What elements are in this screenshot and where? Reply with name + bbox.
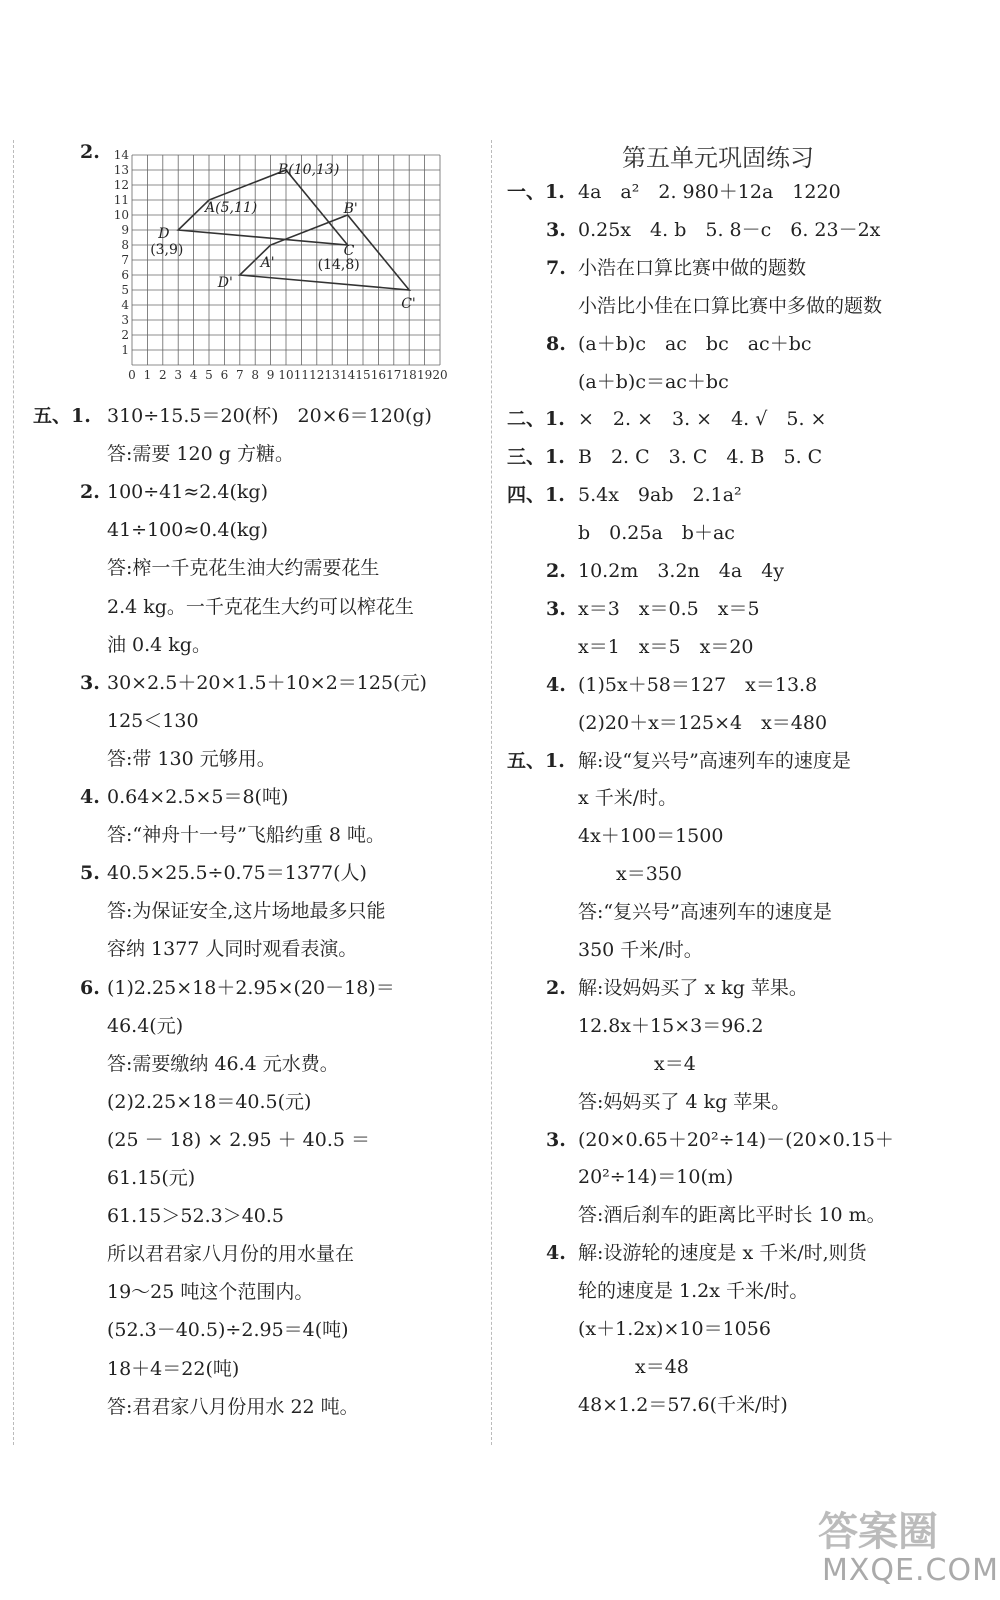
y-tick-label: 12 <box>113 178 129 192</box>
point-label-d-prime: D' <box>217 275 233 291</box>
figure-abcd <box>178 170 347 245</box>
right-item-number: 7. <box>546 256 566 279</box>
x-tick-label: 15 <box>355 368 371 382</box>
y-tick-label: 2 <box>121 328 129 342</box>
left-answer-line: 46.4(元) <box>107 1014 184 1037</box>
point-label-a: A(5,11) <box>205 200 258 216</box>
right-item-number: 3. <box>546 218 566 241</box>
left-answer-line: 100÷41≈2.4(kg) <box>107 481 268 504</box>
right-answer-line: x＝350 <box>578 863 682 886</box>
watermark-logo: 答案圈 <box>818 1509 938 1555</box>
right-item-number: 4. <box>546 1242 566 1265</box>
left-answer-line: (25 － 18) × 2.95 ＋ 40.5 ＝ <box>107 1128 370 1151</box>
y-tick-label: 1 <box>121 343 129 357</box>
right-item-number: 2. <box>546 976 566 999</box>
left-answer-line: 答:需要 120 g 方糖。 <box>107 443 294 466</box>
left-answer-line: 125＜130 <box>107 709 199 732</box>
x-tick-label: 18 <box>401 368 417 382</box>
left-item-number: 2. <box>80 481 100 504</box>
left-answer-line: 答:需要缴纳 46.4 元水费。 <box>107 1052 339 1075</box>
right-answer-line: (2)20＋x＝125×4 x＝480 <box>578 711 828 734</box>
right-answer-line: b 0.25a b＋ac <box>578 522 735 545</box>
right-answer-line: 小浩在口算比赛中做的题数 <box>578 256 807 279</box>
right-answer-line: 答:酒后刹车的距离比平时长 10 m。 <box>578 1204 886 1227</box>
right-answer-line: 答:妈妈买了 4 kg 苹果。 <box>578 1090 791 1113</box>
left-answer-line: 40.5×25.5÷0.75＝1377(人) <box>107 862 367 885</box>
left-answer-line: 答:为保证安全,这片场地最多只能 <box>107 900 386 923</box>
left-answer-line: (2)2.25×18＝40.5(元) <box>107 1090 312 1113</box>
figure-abcd-prime <box>240 215 409 290</box>
right-item-number: 三、1. <box>507 446 565 469</box>
right-answer-line: 12.8x＋15×3＝96.2 <box>578 1014 764 1037</box>
x-tick-label: 5 <box>205 368 213 382</box>
left-item-number: 4. <box>80 786 100 808</box>
left-answer-line: 41÷100≈0.4(kg) <box>107 519 268 542</box>
left-item-number: 5. <box>80 862 100 885</box>
y-tick-label: 7 <box>121 253 129 267</box>
left-answer-line: 310÷15.5＝20(杯) 20×6＝120(g) <box>107 405 432 427</box>
x-tick-label: 6 <box>220 368 229 382</box>
x-tick-label: 17 <box>386 368 402 382</box>
point-label-c: C <box>343 243 355 259</box>
x-tick-label: 19 <box>416 368 433 382</box>
right-answer-line: 小浩比小佳在口算比赛中多做的题数 <box>578 294 883 317</box>
left-answer-line: 油 0.4 kg。 <box>107 633 211 656</box>
right-answer-line: (20×0.65＋20²÷14)－(20×0.15＋ <box>578 1128 894 1151</box>
right-answer-line: 解:设游轮的速度是 x 千米/时,则货 <box>578 1242 867 1265</box>
right-answer-line: × 2. × 3. × 4. √ 5. × <box>578 408 827 431</box>
page-title: 第五单元巩固练习 <box>622 144 814 172</box>
left-answer-line: 答:“神舟十一号”飞船约重 8 吨。 <box>107 824 385 847</box>
right-item-number: 3. <box>546 1128 566 1151</box>
right-item-number: 2. <box>546 560 566 582</box>
right-answer-line: x＝3 x＝0.5 x＝5 <box>578 597 760 620</box>
column-divider <box>491 140 492 1445</box>
right-answer-line: 48×1.2＝57.6(千米/时) <box>578 1393 788 1416</box>
left-answer-line: 答:榨一千克花生油大约需要花生 <box>107 557 380 580</box>
right-answer-line: 4a a² 2. 980＋12a 1220 <box>578 181 841 203</box>
left-answer-line: 61.15(元) <box>107 1167 196 1189</box>
x-tick-label: 2 <box>158 368 167 382</box>
x-tick-label: 20 <box>432 368 448 382</box>
right-item-number: 4. <box>546 673 566 696</box>
left-answer-line: 答:带 130 元够用。 <box>107 747 276 770</box>
y-tick-label: 3 <box>121 313 129 327</box>
point-label-c-coord: (14,8) <box>317 257 360 273</box>
x-tick-label: 11 <box>293 368 310 382</box>
left-answer-line: 61.15＞52.3＞40.5 <box>107 1205 285 1228</box>
right-answer-line: 轮的速度是 1.2x 千米/时。 <box>578 1280 809 1303</box>
right-answer-line: (x＋1.2x)×10＝1056 <box>578 1318 771 1340</box>
right-answer-line: x＝1 x＝5 x＝20 <box>578 635 754 658</box>
right-item-number: 四、1. <box>507 484 565 507</box>
left-answer-line: 19～25 吨这个范围内。 <box>107 1281 314 1304</box>
x-tick-label: 10 <box>278 368 294 382</box>
left-answer-line: 2.4 kg。一千克花生大约可以榨花生 <box>107 595 414 618</box>
y-tick-label: 10 <box>113 208 129 222</box>
right-answer-line: 5.4x 9ab 2.1a² <box>578 484 742 507</box>
left-answer-line: 18＋4＝22(吨) <box>107 1357 240 1380</box>
x-tick-label: 7 <box>235 368 244 382</box>
right-answer-line: 4x＋100＝1500 <box>578 825 724 848</box>
right-item-number: 二、1. <box>507 408 565 431</box>
left-answer-line: 0.64×2.5×5＝8(吨) <box>107 786 289 808</box>
right-item-number: 8. <box>546 332 566 355</box>
point-label-a-prime: A' <box>260 255 275 271</box>
x-tick-label: 9 <box>266 368 275 382</box>
right-item-number: 一、1. <box>507 181 565 203</box>
x-tick-label: 3 <box>174 368 183 382</box>
right-answer-line: 10.2m 3.2n 4a 4y <box>578 560 785 582</box>
right-answer-line: (a＋b)c＝ac＋bc <box>578 370 729 393</box>
x-tick-label: 13 <box>324 368 340 382</box>
left-item-number: 3. <box>80 671 100 694</box>
x-tick-label: 14 <box>339 368 356 382</box>
y-tick-label: 11 <box>113 193 129 207</box>
right-answer-line: 解:设妈妈买了 x kg 苹果。 <box>578 976 808 999</box>
y-tick-label: 4 <box>121 298 129 312</box>
watermark-url: MXQE.COM <box>822 1553 999 1588</box>
left-answer-line: (1)2.25×18＋2.95×(20－18)＝ <box>107 976 395 999</box>
x-tick-label: 16 <box>370 368 387 382</box>
right-answer-line: x＝48 <box>578 1355 689 1378</box>
right-item-number: 3. <box>546 597 566 620</box>
right-answer-line: 20²÷14)＝10(m) <box>578 1166 734 1189</box>
right-answer-line: 350 千米/时。 <box>578 939 703 961</box>
left-answer-line: 30×2.5＋20×1.5＋10×2＝125(元) <box>107 671 427 694</box>
left-item-number: 6. <box>80 976 100 999</box>
right-answer-line: (1)5x＋58＝127 x＝13.8 <box>578 673 818 696</box>
x-tick-label: 12 <box>309 368 325 382</box>
left-answer-line: 所以君君家八月份的用水量在 <box>107 1243 355 1266</box>
y-tick-label: 6 <box>121 268 129 282</box>
point-label-b-prime: B' <box>343 201 358 217</box>
x-tick-label: 0 <box>128 368 136 382</box>
point-label-d: D <box>158 226 170 242</box>
grid-label: 2. <box>80 141 100 163</box>
y-tick-label: 9 <box>121 223 129 237</box>
right-answer-line: 解:设“复兴号”高速列车的速度是 <box>578 749 851 772</box>
right-answer-line: x＝4 <box>578 1052 696 1075</box>
right-answer-line: x 千米/时。 <box>578 787 678 810</box>
y-tick-label: 8 <box>121 238 129 252</box>
left-answer-line: 答:君君家八月份用水 22 吨。 <box>107 1395 359 1418</box>
left-answer-line: 容纳 1377 人同时观看表演。 <box>107 938 358 961</box>
left-answer-line: (52.3－40.5)÷2.95＝4(吨) <box>107 1319 349 1342</box>
left-item-number: 五、1. <box>33 405 91 427</box>
right-answer-line: (a＋b)c ac bc ac＋bc <box>578 332 812 355</box>
y-tick-label: 5 <box>121 283 129 297</box>
y-tick-label: 14 <box>113 148 129 162</box>
x-tick-label: 4 <box>189 368 198 382</box>
left-margin-divider <box>13 140 14 1445</box>
right-answer-line: 0.25x 4. b 5. 8－c 6. 23－2x <box>578 218 881 241</box>
right-answer-line: B 2. C 3. C 4. B 5. C <box>578 446 823 469</box>
right-item-number: 五、1. <box>507 749 565 772</box>
coordinate-grid <box>110 135 450 385</box>
x-tick-label: 8 <box>251 368 260 382</box>
x-tick-label: 1 <box>143 368 152 382</box>
y-tick-label: 13 <box>113 163 129 177</box>
right-answer-line: 答:“复兴号”高速列车的速度是 <box>578 901 832 924</box>
point-label-d-coord: (3,9) <box>150 242 184 258</box>
point-label-c-prime: C' <box>401 296 416 312</box>
point-label-b: B(10,13) <box>278 162 340 178</box>
